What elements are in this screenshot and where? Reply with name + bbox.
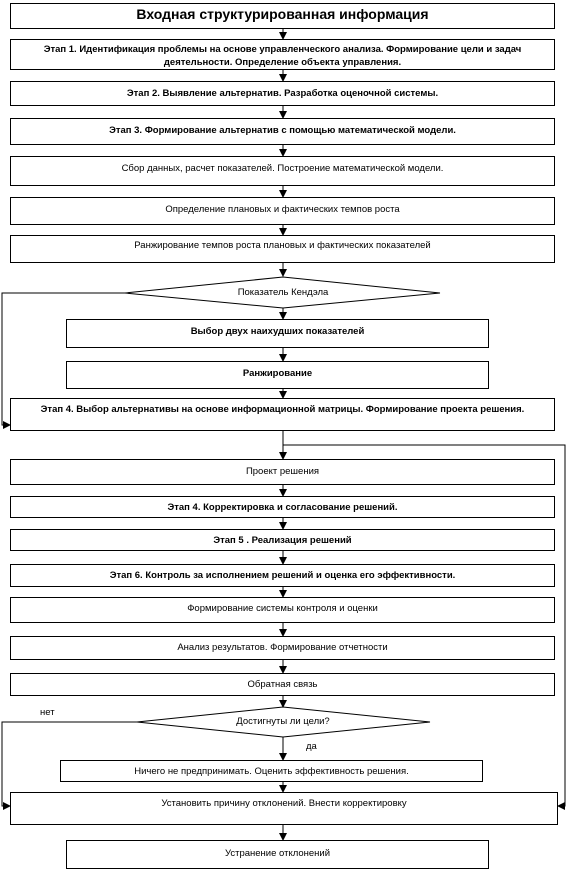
stage3-text: Этап 3. Формирование альтернатив с помощью математической модели. [109,125,456,136]
stage3-box [10,118,555,145]
no-label: нет [40,707,55,718]
do-nothing-text: Ничего не предпринимать. Оценить эффективность решения. [134,766,409,777]
stage5-text: Этап 5 . Реализация решений [213,535,352,546]
goals-label: Достигнуты ли цели? [236,716,330,727]
stage5-box [10,529,555,551]
worst-two-text: Выбор двух наихудших показателей [190,326,365,337]
project-box [10,459,555,485]
find-cause-box [10,792,558,825]
title-text: Входная структурированная информация [136,6,429,22]
do-nothing-box [60,760,483,782]
stage2-text: Этап 2. Выявление альтернатив. Разработка оценочной системы. [126,88,439,99]
project-text: Проект решения [245,466,320,477]
stage1-box [10,39,555,70]
stage6-box [10,564,555,587]
feedback-box [10,673,555,696]
eliminate-text: Устранение отклонений [224,848,331,859]
stage4-correction-text: Этап 4. Корректировка и согласование решений. [167,502,398,513]
growth-rates-box [10,197,555,225]
worst-two-box [66,319,489,348]
stage6-text: Этап 6. Контроль за исполнением решений и оценка его эффективности. [109,570,456,581]
stage4-choice-text: Этап 4. Выбор альтернативы на основе информационной матрицы. Формирование проекта решения. [40,404,525,415]
feedback-text: Обратная связь [247,679,318,690]
eliminate-box [66,840,489,869]
control-system-box [10,597,555,623]
growth-rates-text: Определение плановых и фактических темпов роста [165,204,400,215]
find-cause-text: Установить причину отклонений. Внести корректировку [161,798,407,809]
data-collection-box [10,156,555,186]
ranking-rates-box [10,235,555,263]
control-system-text: Формирование системы контроля и оценки [187,603,378,614]
stage2-box [10,81,555,106]
kendall-label: Показатель Кендэла [237,287,329,298]
yes-label: да [306,741,317,752]
stage4-choice-box [10,398,555,431]
ranking-box [66,361,489,389]
title-box [10,3,555,29]
analysis-box [10,636,555,660]
stage1-text: Этап 1. Идентификация проблемы на основе управленческого анализа. Формирование цели и задач деятельности. Определение объекта управления. [43,44,522,68]
ranking-rates-text: Ранжирование темпов роста плановых и фактических показателей [134,240,431,251]
data-collection-text: Сбор данных, расчет показателей. Построение математической модели. [121,163,444,174]
stage4-correction-box [10,496,555,518]
analysis-text: Анализ результатов. Формирование отчетности [177,642,388,653]
ranking-text: Ранжирование [242,368,313,379]
